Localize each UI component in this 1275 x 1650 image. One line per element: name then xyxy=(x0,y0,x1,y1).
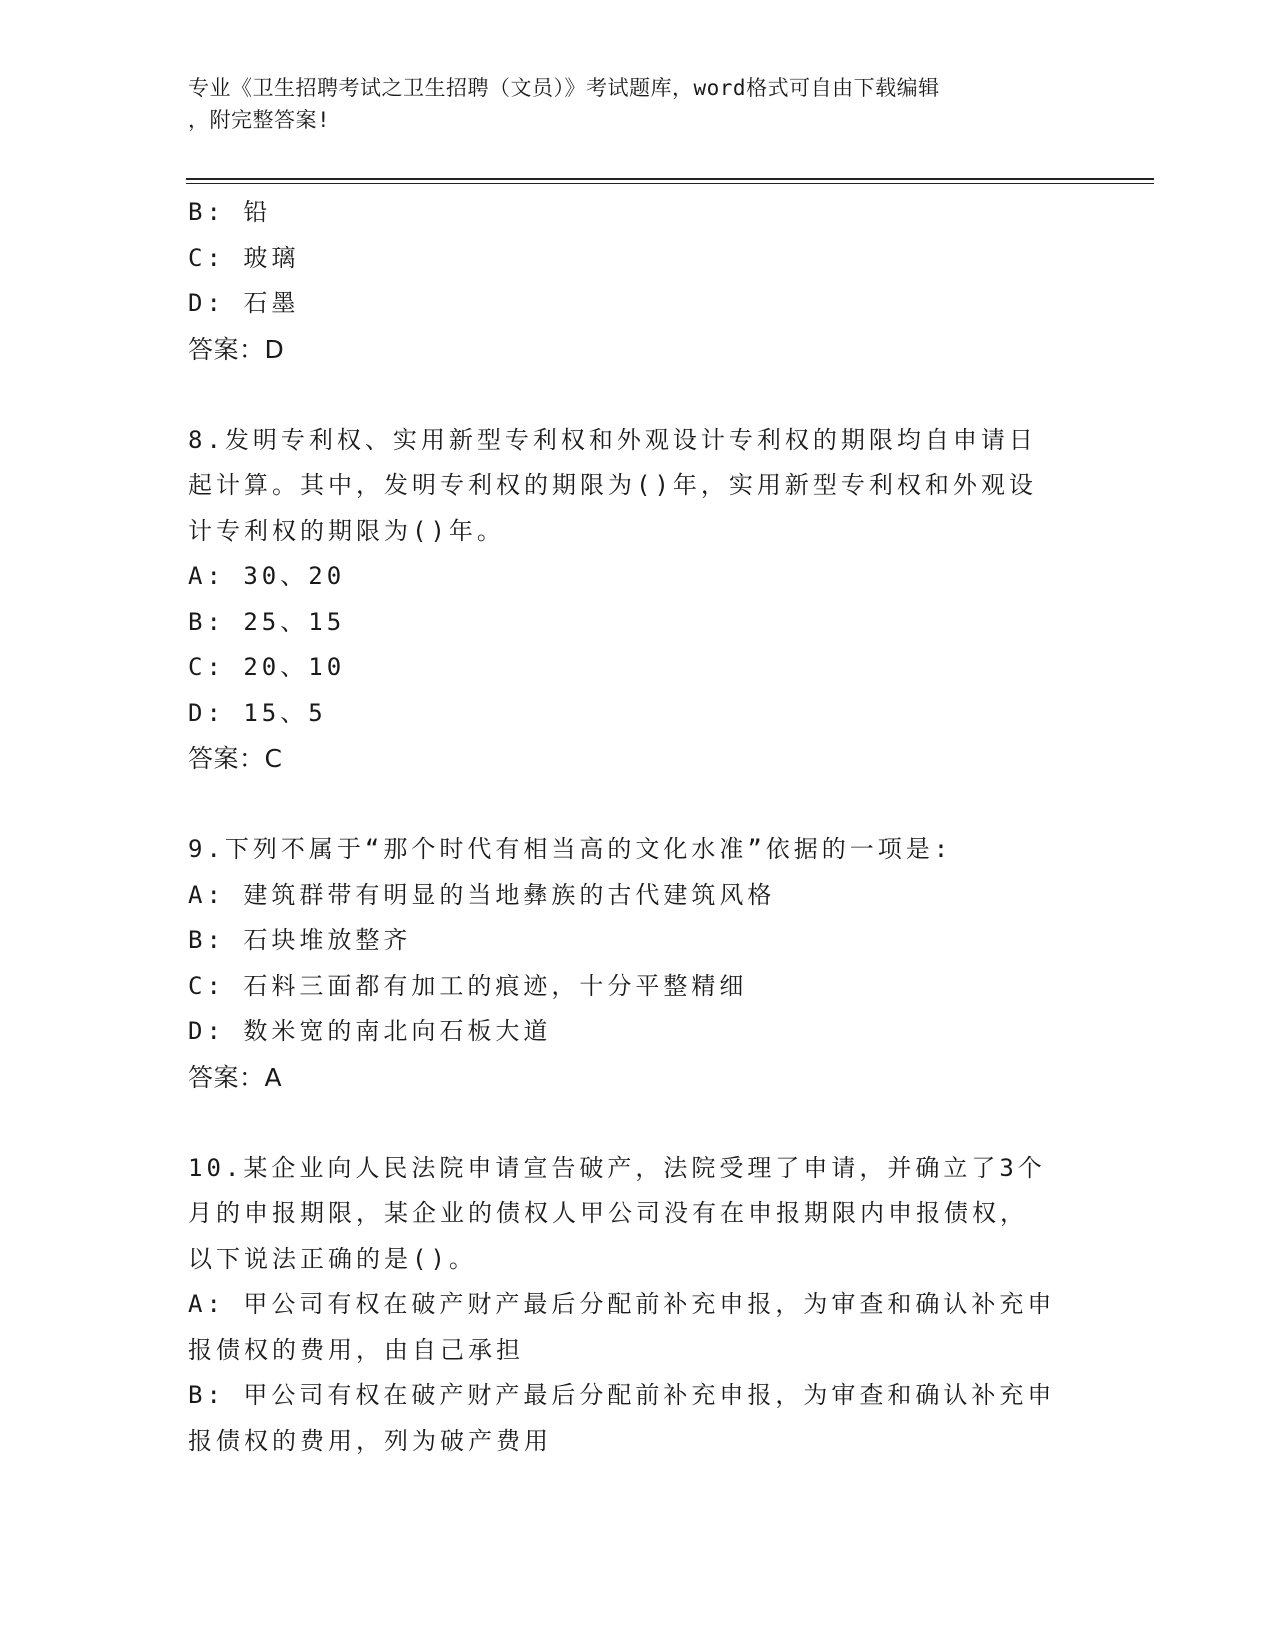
option-b-continued: 报债权的费用，列为破产费用 xyxy=(188,1426,552,1455)
option-d: D: 石墨 xyxy=(188,289,300,317)
question-stem-line: 月的申报期限，某企业的债权人甲公司没有在申报期限内申报债权， xyxy=(188,1199,1028,1227)
question-stem-line: 8.发明专利权、实用新型专利权和外观设计专利权的期限均自申请日 xyxy=(188,425,1037,454)
option-c: C: 玻璃 xyxy=(188,243,300,272)
question-list xyxy=(188,190,1088,1464)
document-header xyxy=(188,72,1088,136)
option-b: B: 石块堆放整齐 xyxy=(188,926,412,954)
question-stem-line: 10.某企业向人民法院申请宣告破产，法院受理了申请，并确立了3个 xyxy=(188,1153,1046,1182)
option-b: B: 甲公司有权在破产财产最后分配前补充申报，为审查和确认补充申 xyxy=(188,1381,1056,1409)
header-line-1: 专业《卫生招聘考试之卫生招聘（文员）》考试题库，word格式可自由下载编辑 xyxy=(188,76,940,100)
option-b: B: 铅 xyxy=(188,198,272,226)
question-stem-line: 计专利权的期限为()年。 xyxy=(188,516,505,545)
option-c: C: 20、10 xyxy=(188,653,346,681)
header-rule-thick xyxy=(186,178,1154,180)
answer-line: 答案：D xyxy=(188,334,285,364)
question-9 xyxy=(188,827,1088,1100)
answer-line: 答案：A xyxy=(188,1062,283,1092)
question-10 xyxy=(188,1146,1088,1465)
option-c: C: 石料三面都有加工的痕迹，十分平整精细 xyxy=(188,971,748,1000)
option-a: A: 30、20 xyxy=(188,562,346,590)
question-8 xyxy=(188,418,1088,782)
question-stem-line: 9.下列不属于“那个时代有相当高的文化水准”依据的一项是: xyxy=(188,835,953,863)
prev-question-block xyxy=(188,190,1088,372)
answer-line: 答案：C xyxy=(188,744,283,773)
option-d: D: 数米宽的南北向石板大道 xyxy=(188,1017,552,1045)
question-stem-line: 起计算。其中，发明专利权的期限为()年，实用新型专利权和外观设 xyxy=(188,471,1037,499)
header-rule-thin xyxy=(186,183,1154,184)
question-stem-line: 以下说法正确的是()。 xyxy=(188,1244,477,1273)
option-a: A: 甲公司有权在破产财产最后分配前补充申报，为审查和确认补充申 xyxy=(188,1290,1056,1318)
option-d: D: 15、5 xyxy=(188,698,327,727)
option-b: B: 25、15 xyxy=(188,607,346,636)
option-a-continued: 报债权的费用，由自己承担 xyxy=(188,1335,524,1364)
header-line-2: ，附完整答案! xyxy=(188,108,331,132)
option-a: A: 建筑群带有明显的当地彝族的古代建筑风格 xyxy=(188,880,776,909)
